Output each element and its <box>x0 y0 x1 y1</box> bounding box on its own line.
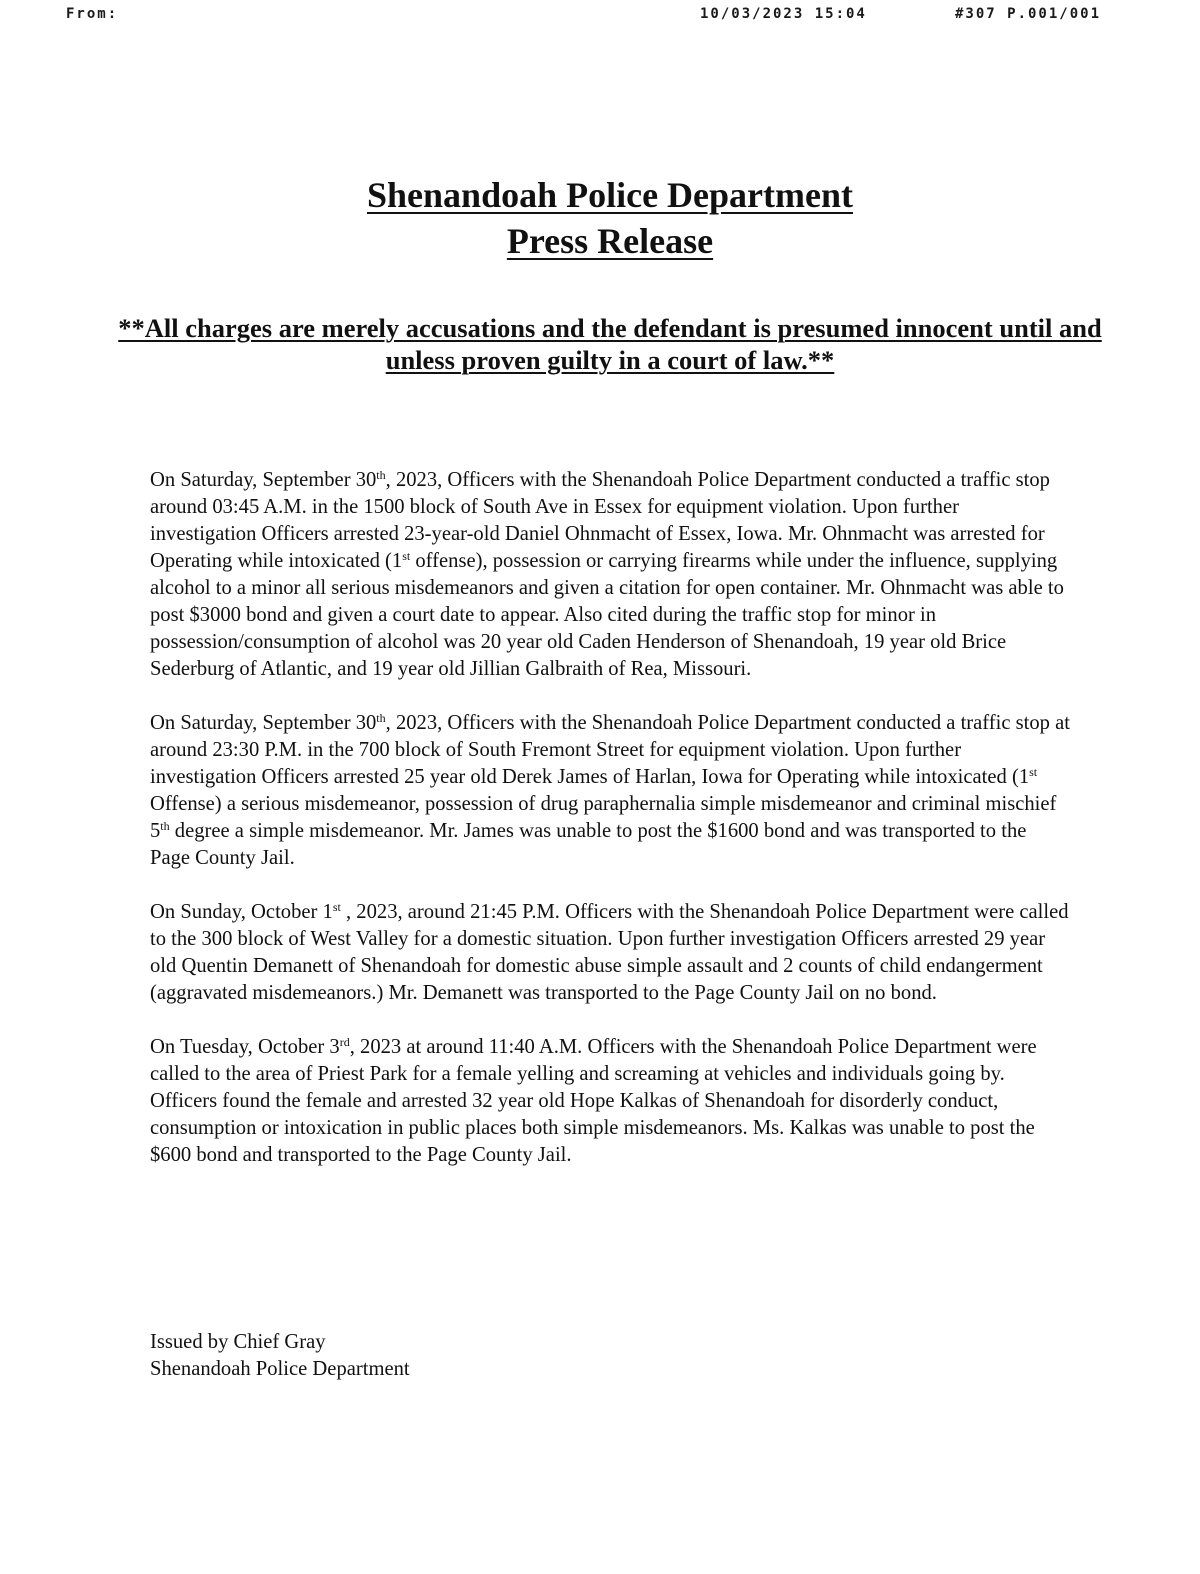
report-2-text-b: , 2023, Officers with the Shenandoah Police Department conducted a traffic stop at around 23:30 P.M. in the 700 block of South Fremont Street for equipment violation. Upon further investigation Officers arrested 25 year old Derek James of Harlan, Iowa for Operating while intoxicated (1 <box>150 712 1070 788</box>
report-1-text-a: On Saturday, September 30 <box>150 469 377 491</box>
press-release-body <box>150 467 1070 1196</box>
report-2-ordinal-b: st <box>1029 765 1038 779</box>
report-paragraph-3 <box>150 899 1070 1007</box>
issued-by-line: Issued by Chief Gray <box>150 1331 326 1353</box>
report-2-text-a: On Saturday, September 30 <box>150 712 377 734</box>
report-4-text-b: , 2023 at around 11:40 A.M. Officers with the Shenandoah Police Department were called to the area of Priest Park for a female yelling and screaming at vehicles and individuals going by. Officers found the female and arrested 32 year old Hope Kalkas of Shenandoah for disorderly conduct, consumption or intoxication in public places both simple misdemeanors. Ms. Kalkas was unable to post the $600 bond and transported to the Page County Jail. <box>150 1036 1037 1166</box>
department-title: Shenandoah Police Department <box>367 175 853 215</box>
report-paragraph-2 <box>150 710 1070 872</box>
signature-block <box>150 1329 410 1383</box>
report-2-text-c: Offense) a serious misdemeanor, possession of drug paraphernalia simple misdemeanor and criminal mischief 5 <box>150 793 1057 842</box>
fax-from-label: From: <box>66 6 119 22</box>
report-4-ordinal-a: rd <box>339 1035 350 1049</box>
report-1-text-b: , 2023, Officers with the Shenandoah Police Department conducted a traffic stop around 03:45 A.M. in the 1500 block of South Ave in Essex for equipment violation. Upon further investigation Officers arrested 23-year-old Daniel Ohnmacht of Essex, Iowa. Mr. Ohnmacht was arrested for Operating while intoxicated (1 <box>150 469 1050 572</box>
report-3-text-b: , 2023, around 21:45 P.M. Officers with the Shenandoah Police Department were called to the 300 block of West Valley for a domestic situation. Upon further investigation Officers arrested 29 year old Quentin Demanett of Shenandoah for domestic abuse simple assault and 2 counts of child endangerment (aggravated misdemeanors.) Mr. Demanett was transported to the Page County Jail on no bond. <box>150 901 1069 1004</box>
fax-header <box>0 6 1200 26</box>
report-3-ordinal-a: st <box>332 900 341 914</box>
report-paragraph-4 <box>150 1034 1070 1169</box>
issuing-department-line: Shenandoah Police Department <box>150 1358 410 1380</box>
report-4-text-a: On Tuesday, October 3 <box>150 1036 340 1058</box>
report-paragraph-1 <box>150 467 1070 683</box>
press-release-title: Press Release <box>506 221 714 261</box>
report-2-ordinal-a: th <box>376 711 386 725</box>
title-block <box>0 172 1200 264</box>
fax-datetime: 10/03/2023 15:04 <box>700 6 867 22</box>
report-2-text-d: degree a simple misdemeanor. Mr. James was unable to post the $1600 bond and was transported to the Page County Jail. <box>150 820 1027 869</box>
report-2-ordinal-c: th <box>160 819 170 833</box>
legal-disclaimer: **All charges are merely accusations and the defendant is presumed innocent until and unless proven guilty in a court of law.** <box>118 313 1102 375</box>
report-1-text-c: offense), possession or carrying firearms while under the influence, supplying alcohol to a minor all serious misdemeanors and given a citation for open container. Mr. Ohnmacht was able to post $3000 bond and given a court date to appear. Also cited during the traffic stop for minor in possession/consumption of alcohol was 20 year old Caden Henderson of Shenandoah, 19 year old Brice Sederburg of Atlantic, and 19 year old Jillian Galbraith of Rea, Missouri. <box>150 550 1064 680</box>
fax-page-info: #307 P.001/001 <box>955 6 1102 22</box>
report-1-ordinal-b: st <box>402 549 411 563</box>
report-3-text-a: On Sunday, October 1 <box>150 901 333 923</box>
report-1-ordinal-a: th <box>376 468 386 482</box>
